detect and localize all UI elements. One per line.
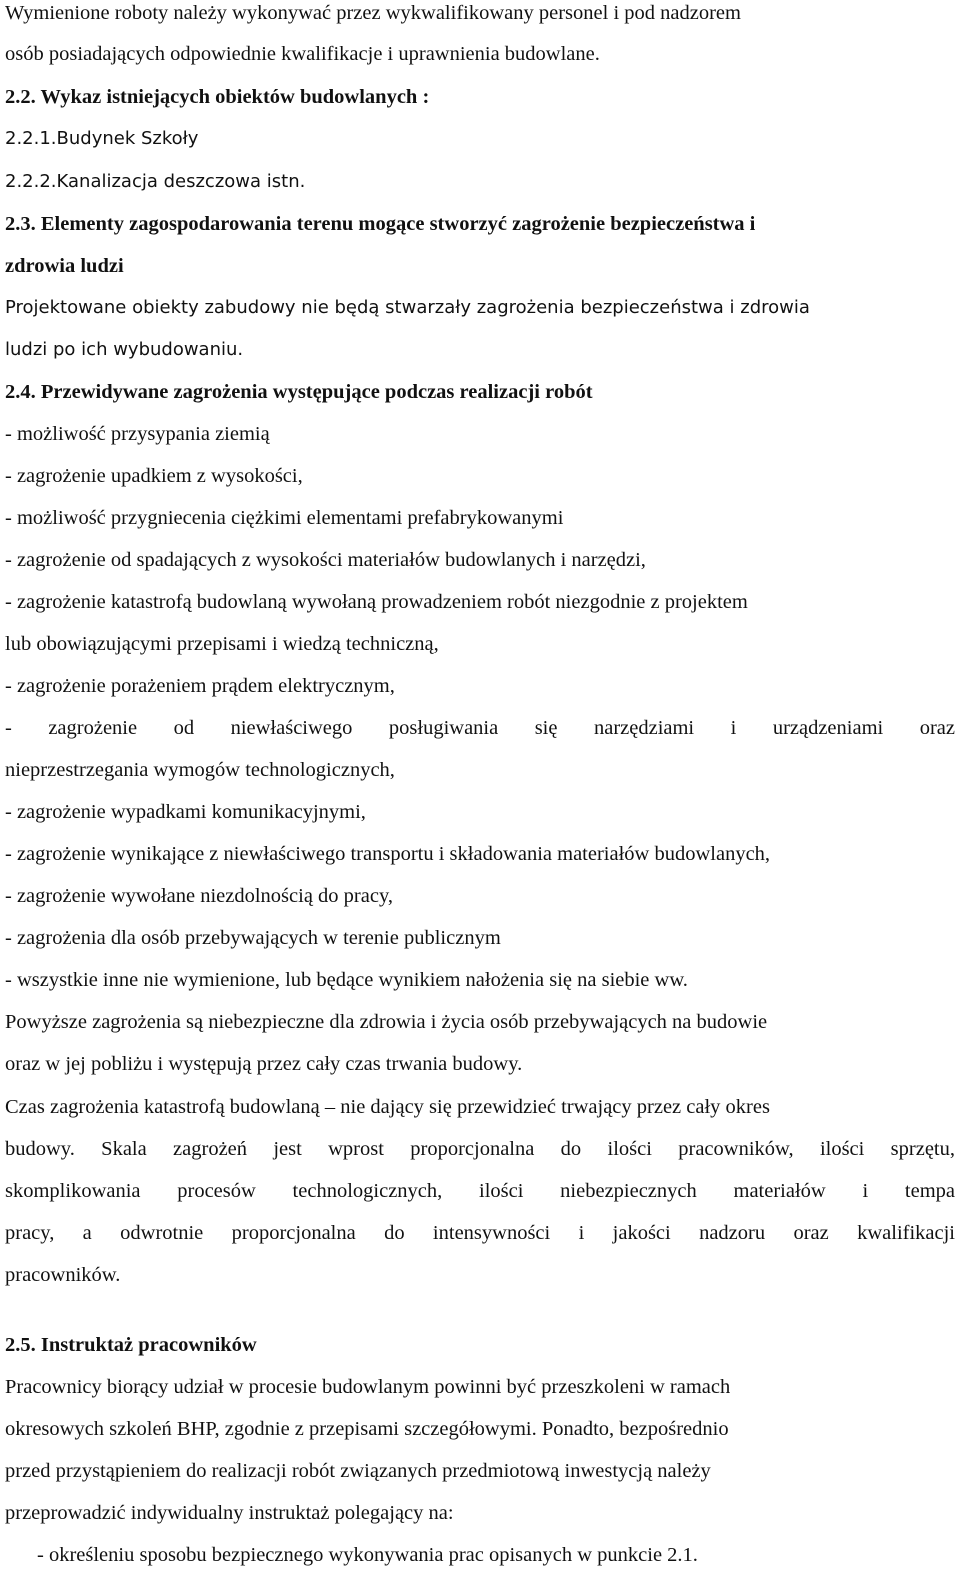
instruction-bullet: - określeniu sposobu bezpiecznego wykonywania prac opisanych w punkcie 2.1. <box>37 1544 698 1566</box>
hazard-paragraph-line: oraz w jej pobliżu i występują przez cały czas trwania budowy. <box>5 1053 523 1075</box>
hazard-line: - wszystkie inne nie wymienione, lub będące wynikiem nałożenia się na siebie ww. <box>5 969 688 991</box>
hazard-paragraph-line: Powyższe zagrożenia są niebezpieczne dla zdrowia i życia osób przebywających na budowie <box>5 1011 768 1033</box>
section-2-2-item-2: 2.2.2.Kanalizacja deszczowa istn. <box>5 171 306 192</box>
section-2-3-body-line-2: ludzi po ich wybudowaniu. <box>5 339 244 360</box>
intro-line-2: osób posiadających odpowiednie kwalifikacje i uprawnienia budowlane. <box>5 43 600 65</box>
hazard-line: - zagrożenie od niewłaściwego posługiwania się narzędziami i urządzeniami oraz <box>5 717 955 739</box>
hazard-line: - zagrożenie wynikające z niewłaściwego transportu i składowania materiałów budowlanych, <box>5 843 771 865</box>
hazard-line: - zagrożenie porażeniem prądem elektrycznym, <box>5 675 395 697</box>
hazard-paragraph-line: Czas zagrożenia katastrofą budowlaną – nie dający się przewidzieć trwający przez cały okres <box>5 1096 770 1118</box>
hazard-line: - zagrożenie katastrofą budowlaną wywołaną prowadzeniem robót niezgodnie z projektem <box>5 591 748 613</box>
instruction-line: przeprowadzić indywidualny instruktaż polegający na: <box>5 1502 454 1524</box>
section-2-5-heading: 2.5. Instruktaż pracowników <box>5 1334 257 1356</box>
hazard-paragraph-line: pracowników. <box>5 1264 121 1286</box>
hazard-line: - zagrożenie wywołane niezdolnością do pracy, <box>5 885 393 907</box>
hazard-paragraph-line: pracy, a odwrotnie proporcjonalna do intensywności i jakości nadzoru oraz kwalifikacji <box>5 1222 955 1244</box>
hazard-paragraph-line: skomplikowania procesów technologicznych, ilości niebezpiecznych materiałów i tempa <box>5 1180 955 1202</box>
section-2-3-heading-line-2: zdrowia ludzi <box>5 255 124 277</box>
section-2-2-heading: 2.2. Wykaz istniejących obiektów budowlanych : <box>5 86 430 108</box>
hazard-line: - zagrożenie wypadkami komunikacyjnymi, <box>5 801 366 823</box>
instruction-line: przed przystąpieniem do realizacji robót związanych przedmiotową inwestycją należy <box>5 1460 711 1482</box>
hazard-line: - możliwość przysypania ziemią <box>5 423 270 445</box>
hazard-paragraph-line: budowy. Skala zagrożeń jest wprost proporcjonalna do ilości pracowników, ilości sprzętu, <box>5 1138 955 1160</box>
instruction-line: okresowych szkoleń BHP, zgodnie z przepisami szczegółowymi. Ponadto, bezpośrednio <box>5 1418 729 1440</box>
section-2-4-heading: 2.4. Przewidywane zagrożenia występujące podczas realizacji robót <box>5 381 593 403</box>
hazard-line: - zagrożenia dla osób przebywających w terenie publicznym <box>5 927 501 949</box>
hazard-line: nieprzestrzegania wymogów technologicznych, <box>5 759 395 781</box>
hazard-line: - zagrożenie upadkiem z wysokości, <box>5 465 303 487</box>
section-2-3-heading-line-1: 2.3. Elementy zagospodarowania terenu mogące stworzyć zagrożenie bezpieczeństwa i <box>5 213 756 235</box>
hazard-line: - zagrożenie od spadających z wysokości materiałów budowlanych i narzędzi, <box>5 549 646 571</box>
hazard-line: - możliwość przygniecenia ciężkimi elementami prefabrykowanymi <box>5 507 564 529</box>
section-2-3-body-line-1: Projektowane obiekty zabudowy nie będą stwarzały zagrożenia bezpieczeństwa i zdrowia <box>5 297 810 318</box>
intro-line-1: Wymienione roboty należy wykonywać przez wykwalifikowany personel i pod nadzorem <box>5 2 741 24</box>
section-2-2-item-1: 2.2.1.Budynek Szkoły <box>5 128 199 149</box>
instruction-line: Pracownicy biorący udział w procesie budowlanym powinni być przeszkoleni w ramach <box>5 1376 731 1398</box>
hazard-line: lub obowiązującymi przepisami i wiedzą techniczną, <box>5 633 439 655</box>
